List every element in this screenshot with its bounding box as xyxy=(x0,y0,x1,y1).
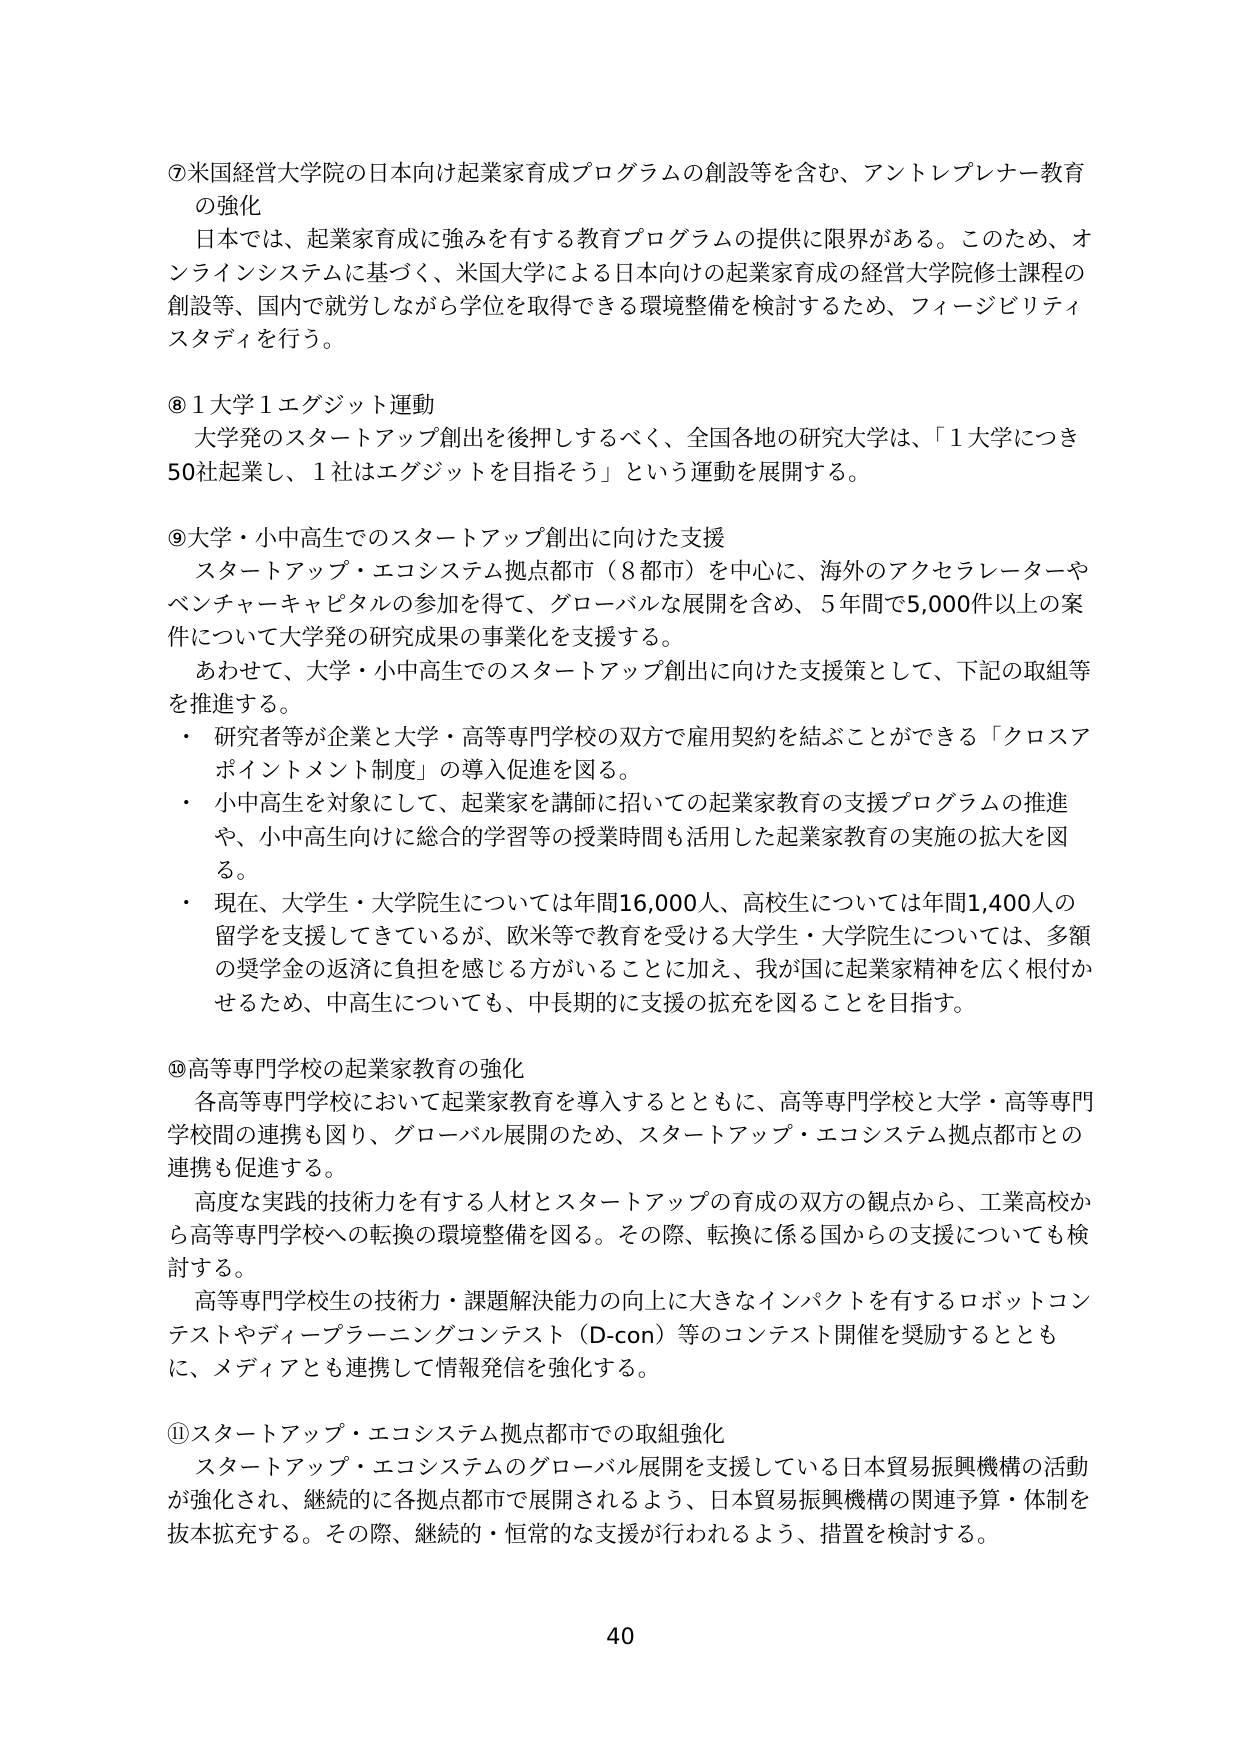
section-9 xyxy=(167,523,1097,1021)
paragraph: 各高等専門学校において起業家教育を導入するとともに、高等専門学校と大学・高等専門学校間の連携も図り、グローバル展開のため、スタートアップ・エコシステム拠点都市との連携も促進する。 xyxy=(167,1090,1095,1183)
bullet-list xyxy=(167,722,1097,1021)
paragraph: スタートアップ・エコシステム拠点都市（８都市）を中心に、海外のアクセラレーターやベンチャーキャピタルの参加を得て、グローバルな展開を含め、５年間で5,000件以上の案件について大学発の研究成果の事業化を支援する。 xyxy=(167,559,1089,652)
page-number: 40 xyxy=(606,1624,635,1650)
paragraph: スタートアップ・エコシステムのグローバル展開を支援している日本貿易振興機構の活動が強化され、継続的に各拠点都市で展開されるよう、日本貿易振興機構の関連予算・体制を抜本拡充する。その際、継続的・恒常的な支援が行われるよう、措置を検討する。 xyxy=(167,1455,1091,1548)
list-item-text: 現在、大学生・大学院生については年間16,000人、高校生については年間1,400人の留学を支援してきているが、欧米等で教育を受ける大学生・大学院生については、多額の奨学金の返済に負担を感じる方がいることに加え、我が国に起業家精神を広く根付かせるため、中高生についても、中長期的に支援の拡充を図ることを目指す。 xyxy=(214,891,1093,1017)
list-item-text: 小中高生を対象にして、起業家を講師に招いての起業家教育の支援プログラムの推進や、小中高生向けに総合的学習等の授業時間も活用した起業家教育の実施の拡大を図る。 xyxy=(214,791,1069,884)
bullet-marker: ・ xyxy=(175,725,198,752)
bullet-marker: ・ xyxy=(175,891,198,918)
paragraph: 高度な実践的技術力を有する人材とスタートアップの育成の双方の観点から、工業高校から高等専門学校への転換の環境整備を図る。その際、転換に係る国からの支援についても検討する。 xyxy=(167,1189,1092,1283)
section-heading: ⑩高等専門学校の起業家教育の強化 xyxy=(167,1056,525,1083)
paragraph: 高等専門学校生の技術力・課題解決能力の向上に大きなインパクトを有するロボットコンテストやディープラーニングコンテスト（D-con）等のコンテスト開催を奨励するとともに、メディアとも連携して情報発信を強化する。 xyxy=(167,1289,1092,1382)
document-body xyxy=(167,158,1097,1585)
list-item xyxy=(167,888,1097,1021)
list-item-text: 研究者等が企業と大学・高等専門学校の双方で雇用契約を結ぶことができる「クロスアポイントメント制度」の導入促進を図る。 xyxy=(214,725,1092,785)
paragraph: 大学発のスタートアップ創出を後押しするべく、全国各地の研究大学は、「１大学につき50社起業し、１社はエグジットを目指そう」という運動を展開する。 xyxy=(167,426,1080,486)
paragraph: 日本では、起業家育成に強みを有する教育プログラムの提供に限界がある。このため、オンラインシステムに基づく、米国大学による日本向けの起業家育成の経営大学院修士課程の創設等、国内で就労しながら学位を取得できる環境整備を検討するため、フィージビリティスタディを行う。 xyxy=(167,227,1093,354)
section-10 xyxy=(167,1054,1097,1386)
section-8 xyxy=(167,390,1097,490)
section-heading: ⑧１大学１エグジット運動 xyxy=(167,393,435,420)
section-heading: ⑦米国経営大学院の日本向け起業家育成プログラムの創設等を含む、アントレプレナー教育の強化 xyxy=(167,161,1086,221)
paragraph: あわせて、大学・小中高生でのスタートアップ創出に向けた支援策として、下記の取組等を推進する。 xyxy=(167,658,1091,718)
section-heading: ⑪スタートアップ・エコシステム拠点都市での取組強化 xyxy=(167,1421,726,1448)
section-heading: ⑨大学・小中高生でのスタートアップ創出に向けた支援 xyxy=(167,525,725,552)
list-item xyxy=(167,788,1097,888)
section-7 xyxy=(167,158,1097,357)
section-11 xyxy=(167,1419,1097,1552)
list-item xyxy=(167,722,1097,788)
bullet-marker: ・ xyxy=(175,791,198,818)
